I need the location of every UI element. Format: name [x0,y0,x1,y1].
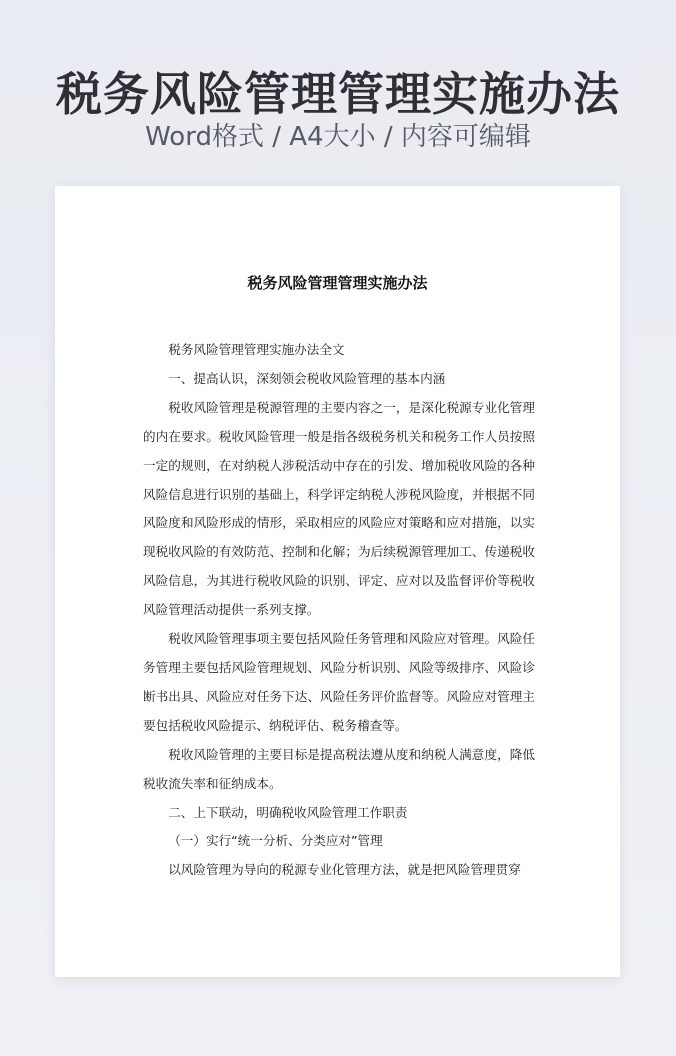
document-page [55,186,620,977]
document-paragraph: 二、上下联动，明确税收风险管理工作职责 [168,804,408,820]
document-paragraph: 一、提高认识，深刻领会税收风险管理的基本内涵 [168,370,446,386]
document-paragraph: 税收风险管理是税源管理的主要内容之一，是深化税源专业化管理的内在要求。税收风险管理一般是指各级税务机关和税务工作人员按照一定的规则，在对纳税人涉税活动中存在的引发、增加税收风险的各种风险信息进行识别的基础上，科学评定纳税人涉税风险度，并根据不同风险度和风险形成的情形，采取相应的风险应对策略和应对措施，以实现税收风险的有效防范、控制和化解；为后续税源管理加工、传递税收风险信息，为其进行税收风险的识别、评定、应对以及监督评价等税收风险管理活动提供一系列支撑。 [143,399,535,618]
document-paragraph: 税务风险管理管理实施办法全文 [168,342,345,357]
document-body [143,336,535,885]
document-title: 税务风险管理管理实施办法 [247,274,428,292]
document-paragraph: （一）实行“统一分析、分类应对”管理 [168,833,383,849]
document-paragraph: 税收风险管理事项主要包括风险任务管理和风险应对管理。风险任务管理主要包括风险管理规划、风险分析识别、风险等级排序、风险诊断书出具、风险应对任务下达、风险任务评价监督等。风险应对管理主要包括税收风险提示、纳税评估、税务稽查等。 [143,631,535,733]
page-subtitle: Word格式 / A4大小 / 内容可编辑 [145,122,531,152]
document-paragraph: 税收风险管理的主要目标是提高税法遵从度和纳税人满意度，降低税收流失率和征纳成本。 [143,746,535,791]
document-paragraph: 以风险管理为导向的税源专业化管理方法，就是把风险管理贯穿 [168,862,521,878]
page-title: 税务风险管理管理实施办法 [56,67,620,121]
